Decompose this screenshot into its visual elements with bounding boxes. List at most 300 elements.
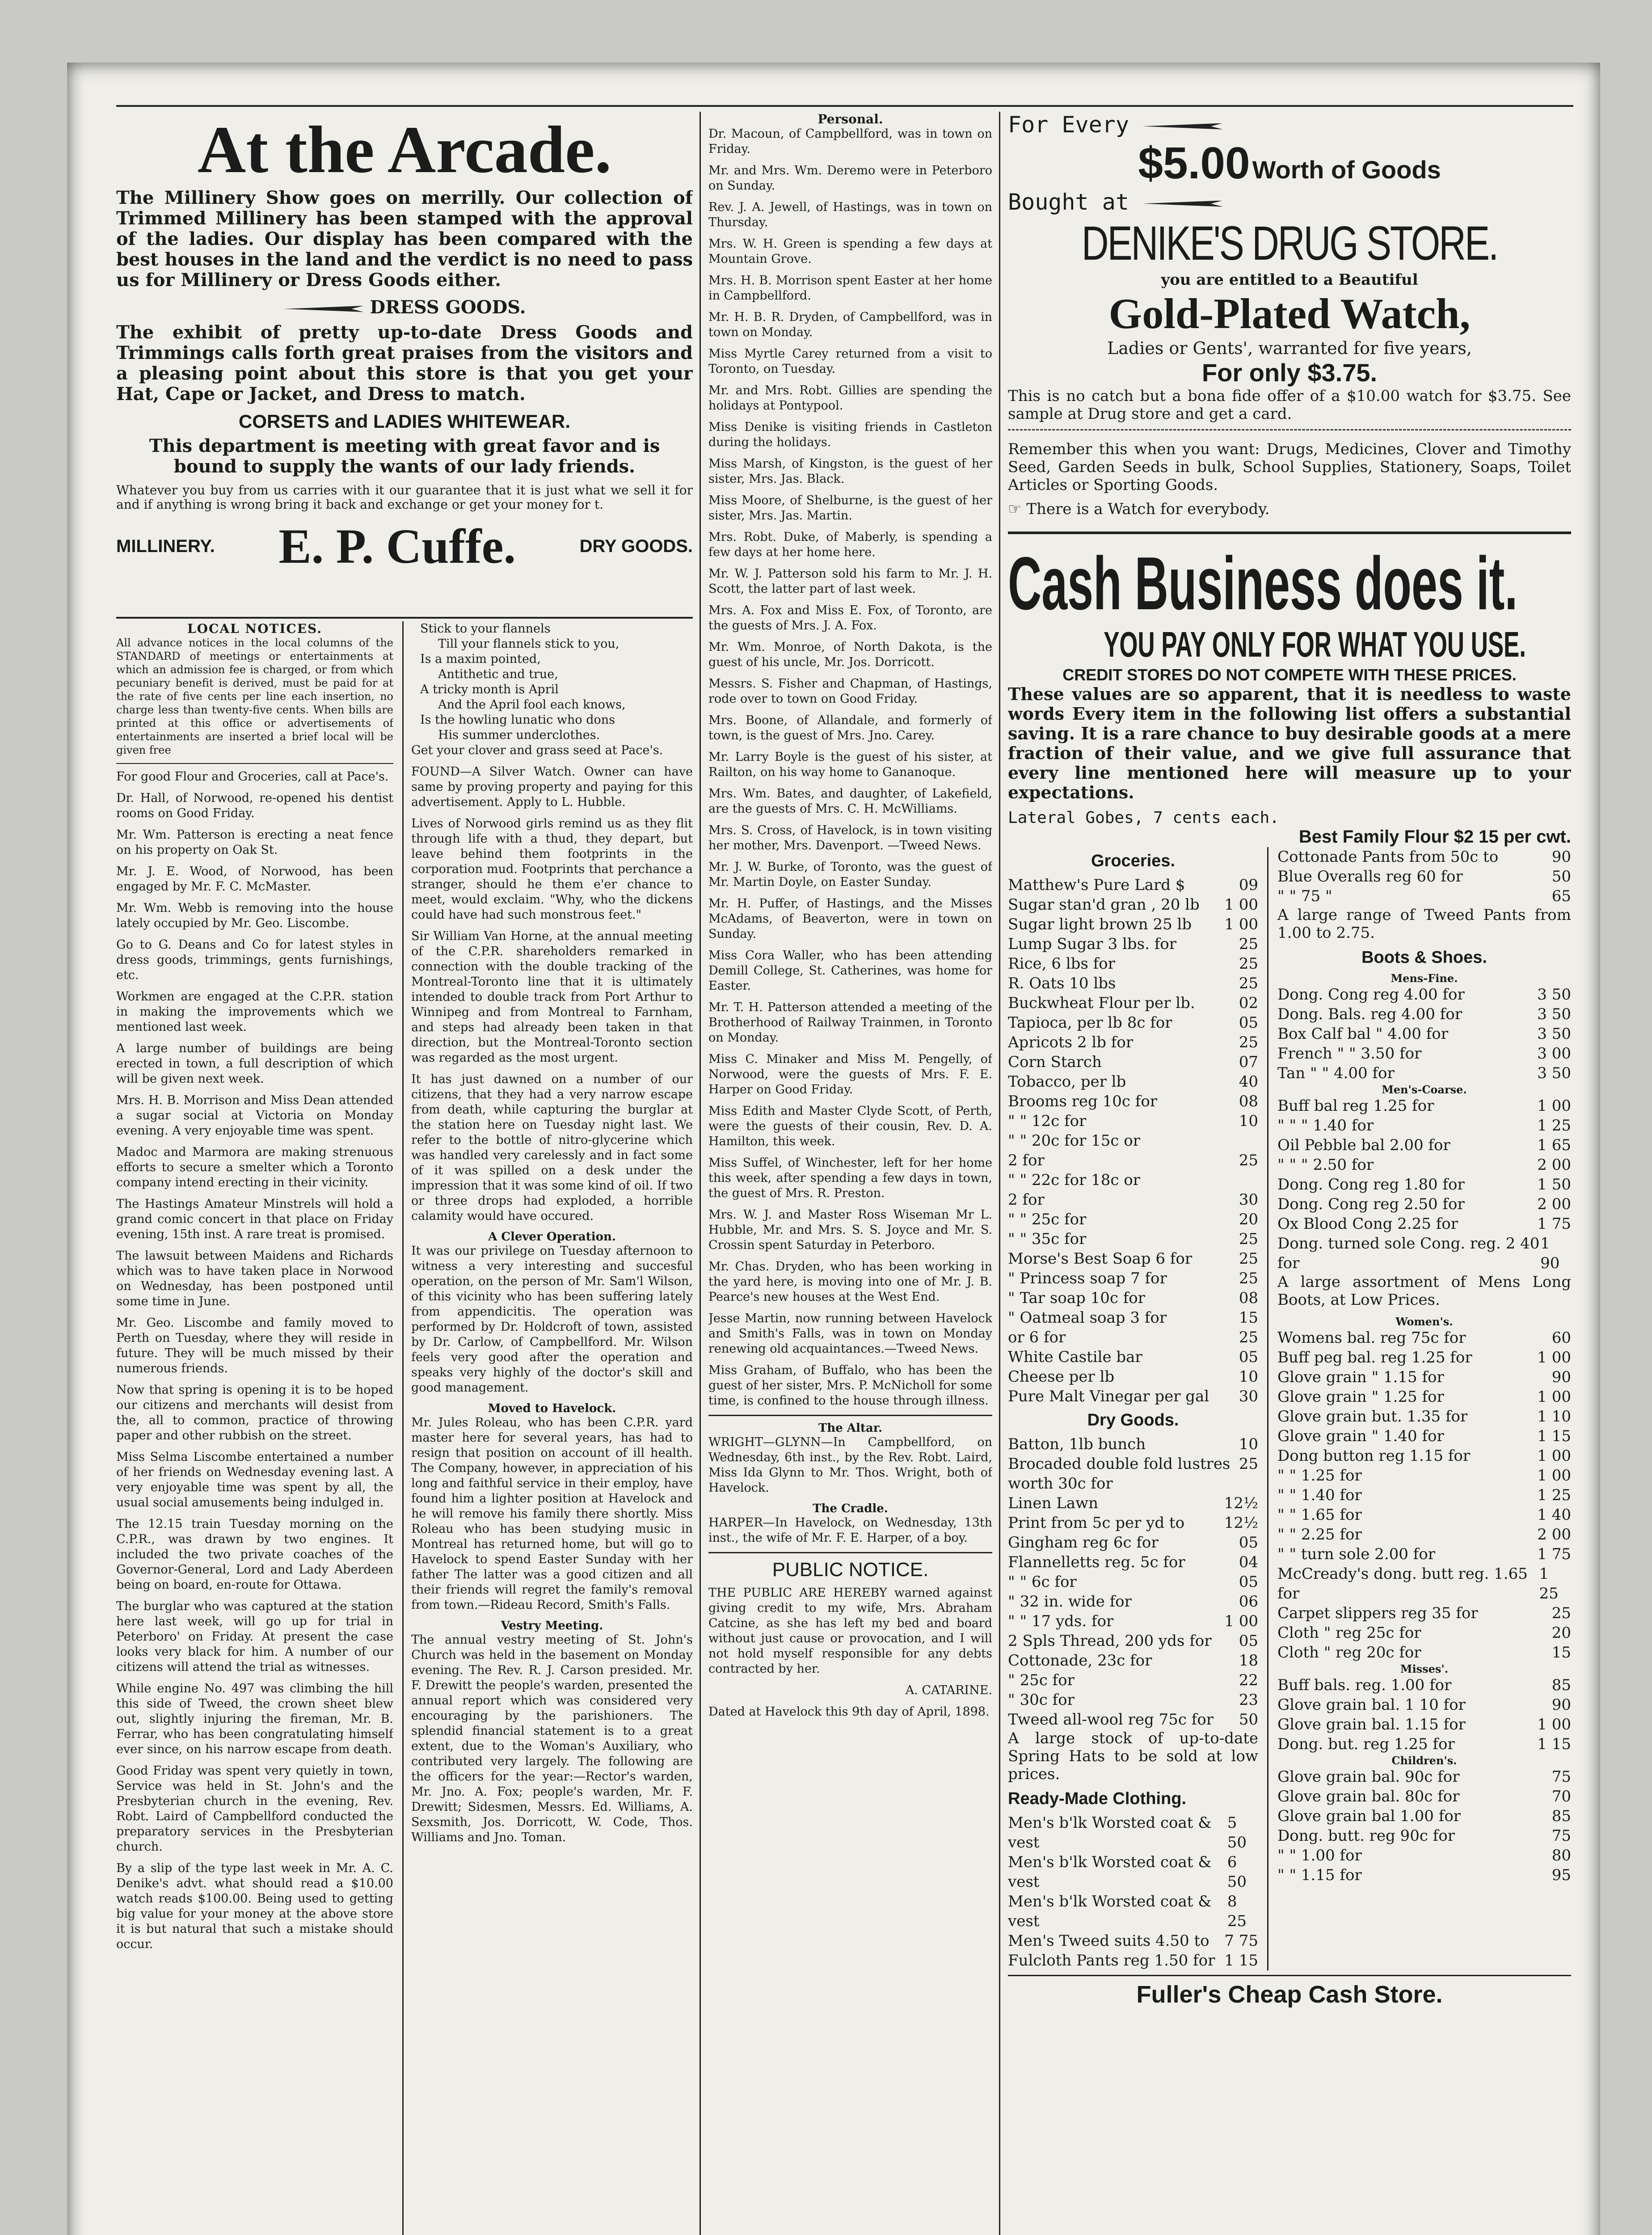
poem-line: A tricky month is April	[420, 683, 559, 696]
item-price: 1 00	[1537, 1447, 1571, 1465]
personal-item: Miss Moore, of Shelburne, is the guest of her sister, Mrs. Jas. Martin.	[708, 493, 992, 523]
item-price: 09	[1239, 876, 1258, 894]
price-row	[1277, 1367, 1571, 1387]
item-label: Dong. but. reg 1.25 for	[1277, 1735, 1455, 1753]
price-row	[1277, 1675, 1571, 1695]
price-row	[1008, 1690, 1258, 1710]
local-notices-head: LOCAL NOTICES.	[187, 621, 323, 636]
price-row	[1277, 1767, 1571, 1787]
price-row	[1277, 1846, 1571, 1865]
dress-goods-text: The exhibit of pretty up-to-date Dress Goods and Trimmings calls forth great praises from the visitors and a pleasing point about this store is that you get your Hat, Cape or Jacket, and Dress to match.	[116, 322, 693, 405]
dry-goods-head: Dry Goods.	[1087, 1411, 1179, 1430]
long-boots-note: A large assortment of Mens Long Boots, at Low Prices.	[1277, 1273, 1571, 1309]
item-label: Blue Overalls reg 60 for	[1277, 868, 1463, 886]
price-row	[1008, 974, 1258, 993]
item-price: 1 75	[1537, 1215, 1571, 1233]
item-price: 25	[1239, 1230, 1258, 1248]
news-item: It has just dawned on a number of our citizens, that they had a very narrow escape from death, while capturing the burglar at the station here on Tuesday night last. We refer to the bottle of nitro-glycerine which was handled very carelessly and in fact some of it was spilled on a desk under the impression that it was some kind of oil. If two or three drops had exploded, a horrible calamity would have occured.	[411, 1072, 693, 1223]
item-label: " Princess soap 7 for	[1008, 1269, 1167, 1287]
item-price: 04	[1239, 1553, 1258, 1571]
item-label: Rice, 6 lbs for	[1008, 955, 1115, 973]
item-label: Batton, 1lb bunch	[1008, 1435, 1146, 1453]
arcade-rule	[116, 617, 693, 619]
item-label: Box Calf bal " 4.00 for	[1277, 1025, 1448, 1043]
price-row	[1277, 1063, 1571, 1083]
ready-made-list	[1008, 1813, 1258, 1970]
item-label: Tobacco, per lb	[1008, 1073, 1126, 1091]
item-price: 1 00	[1537, 1388, 1571, 1406]
item-price: 1 00	[1224, 915, 1258, 933]
personal-item: Miss Denike is visiting friends in Castleton during the holidays.	[708, 420, 992, 449]
item-price: 02	[1239, 994, 1258, 1012]
item-price: 1 25	[1539, 1565, 1559, 1602]
local-notice: The Hastings Amateur Minstrels will hold a grand comic concert in that place on Friday evening, 15th inst. A rare treat is promised.	[116, 1197, 393, 1241]
price-row	[1008, 1033, 1258, 1052]
item-label: Ox Blood Cong 2.25 for	[1277, 1215, 1458, 1233]
local-notice: Mrs. H. B. Morrison and Miss Dean attended a sugar social at Victoria on Monday evening. A very enjoyable time was spent.	[116, 1093, 393, 1138]
item-price: 20	[1551, 1624, 1571, 1642]
local-notice: Go to G. Deans and Co for latest styles in dress goods, trimmings, gents furnishings, etc.	[116, 938, 393, 982]
personal-item: Mrs. Boone, of Allandale, and formerly of town, is the guest of Mrs. Jno. Carey.	[708, 713, 992, 742]
item-label: Print from 5c per yd to	[1008, 1514, 1185, 1532]
local-notices-list	[116, 769, 393, 1952]
item-price: 80	[1551, 1847, 1571, 1864]
corsets-head: CORSETS and LADIES WHITEWEAR.	[238, 411, 570, 432]
five-dollar-line: $5.00 Worth of Goods	[1138, 138, 1441, 188]
right-ads-column	[1008, 112, 1571, 2235]
arcade-ad	[116, 112, 693, 617]
item-price: 7 75	[1224, 1932, 1258, 1950]
item-label: Brocaded double fold lustres worth 30c for	[1008, 1455, 1231, 1493]
divider	[1008, 429, 1571, 434]
price-row	[1277, 1806, 1571, 1826]
item-label: Dong. butt. reg 90c for	[1277, 1827, 1455, 1845]
item-label: " " 1.65 for	[1277, 1506, 1362, 1524]
item-label: Men's Tweed suits 4.50 to	[1008, 1932, 1210, 1950]
poem-line: Till your flannels stick to you,	[438, 637, 620, 651]
local-notice: Good Friday was spent very quietly in town, Service was held in St. John's and the Presbyterian church in the evening, Rev. Robt. Laird of Campbellford conducted the preparatory services in the Presbyterian church.	[116, 1764, 393, 1854]
price-row	[1008, 1931, 1258, 1951]
column-rule	[1267, 847, 1268, 1970]
arrow-icon	[1142, 123, 1223, 130]
news-item: FOUND—A Silver Watch. Owner can have same by proving property and paying for this advertisement. Apply to L. Hubble.	[411, 765, 693, 809]
item-price: 2 00	[1537, 1195, 1571, 1213]
price-row	[1277, 1328, 1571, 1348]
price-row	[1277, 1024, 1571, 1044]
personal-item: Rev. J. A. Jewell, of Hastings, was in town on Thursday.	[708, 200, 992, 229]
item-label: Dong. turned sole Cong. reg. 2 40 for	[1277, 1235, 1540, 1272]
item-price: 06	[1239, 1593, 1258, 1611]
item-label: " " 1.00 for	[1277, 1847, 1362, 1864]
price-row	[1008, 1454, 1258, 1493]
item-label: Dong. Cong reg 2.50 for	[1277, 1195, 1465, 1213]
item-label: Glove grain bal. 90c for	[1277, 1768, 1460, 1786]
local-notice: Mr. Wm. Webb is removing into the house lately occupied by Mr. Geo. Liscombe.	[116, 901, 393, 930]
price-row	[1008, 1513, 1258, 1533]
price-row	[1277, 1826, 1571, 1846]
price-row	[1277, 1505, 1571, 1525]
price-row	[1277, 1734, 1571, 1754]
price-row	[1277, 1194, 1571, 1214]
item-label: Carpet slippers reg 35 for	[1277, 1604, 1478, 1622]
price-lists	[1008, 847, 1571, 1970]
item-price: 18	[1239, 1652, 1258, 1670]
price-row	[1277, 1004, 1571, 1024]
price-row	[1008, 1710, 1258, 1729]
price-row	[1008, 1249, 1258, 1269]
item-label: Glove grain but. 1.35 for	[1277, 1408, 1468, 1425]
price-row	[1277, 1544, 1571, 1564]
item-price: 25	[1239, 1455, 1258, 1473]
item-label: McCready's dong. butt reg. 1.65 for	[1277, 1565, 1528, 1602]
price-row	[1277, 1715, 1571, 1734]
news-item: Lives of Norwood girls remind us as they flit through life with a thud, they depart, but leave behind them footprints in the corporation mud. Footprints that perchance a stranger, should he them e'er chance to meet, would exclaim. "Why, who the dickens could have had such monstrous feet."	[411, 817, 693, 922]
personal-item: Mrs. Robt. Duke, of Maberly, is spending a few days at her home here.	[708, 530, 992, 559]
price-row	[1008, 1951, 1258, 1970]
item-price: 15	[1551, 1644, 1571, 1661]
mens-fine-head: Mens-Fine.	[1391, 972, 1458, 985]
personal-item: Mrs. A. Fox and Miss E. Fox, of Toronto, are the guests of Mrs. J. A. Fox.	[708, 603, 992, 633]
item-label: " Oatmeal soap 3 for	[1008, 1309, 1167, 1327]
column-rule	[402, 621, 404, 2235]
price-row	[1277, 867, 1571, 886]
local-notice: The lawsuit between Maidens and Richards which was to have taken place in Norwood on Wednesday, has been postponed until some time in June.	[116, 1249, 393, 1308]
item-price: 05	[1239, 1632, 1258, 1650]
womens-head: Women's.	[1395, 1315, 1453, 1328]
price-row	[1008, 1347, 1258, 1367]
item-label: Buff bals. reg. 1.00 for	[1277, 1676, 1452, 1694]
personal-item: Mrs. S. Cross, of Havelock, is in town visiting her mother, Mrs. Davenport. —Tweed News.	[708, 823, 992, 852]
personal-item: Miss Graham, of Buffalo, who has been the guest of her sister, Mrs. P. McNicholl for some time, is confined to the house through illness.	[708, 1363, 992, 1408]
price-row	[1277, 1623, 1571, 1643]
personal-item: Mr. H. B. R. Dryden, of Campbellford, was in town on Monday.	[708, 310, 992, 339]
personal-item: Mr. Chas. Dryden, who has been working in the yard here, is moving into one of Mr. J. B. Pearce's new houses at the West End.	[708, 1260, 992, 1304]
flour-line: Best Family Flour $2 15 per cwt.	[1298, 827, 1571, 847]
cottonade-list	[1277, 847, 1571, 906]
item-price: 1 00	[1224, 1612, 1258, 1630]
item-price: 05	[1239, 1573, 1258, 1591]
item-label: " " " 1.40 for	[1277, 1117, 1374, 1134]
price-row	[1008, 1533, 1258, 1552]
item-label: " " " 2.50 for	[1277, 1156, 1374, 1174]
item-label: R. Oats 10 lbs	[1008, 974, 1116, 992]
item-label: Brooms reg 10c for	[1008, 1092, 1158, 1110]
item-price: 25	[1239, 1033, 1258, 1051]
price-row	[1008, 954, 1258, 974]
item-label: White Castile bar	[1008, 1348, 1142, 1366]
item-price: 25	[1239, 1269, 1258, 1287]
price-row	[1008, 1813, 1258, 1852]
item-label: Glove grain " 1.25 for	[1277, 1388, 1444, 1406]
item-label: French " " 3.50 for	[1277, 1045, 1422, 1063]
item-price: 90	[1551, 848, 1571, 866]
personal-item: Jesse Martin, now running between Havelock and Smith's Falls, was in town on Monday renewing old acquaintances.—Tweed News.	[708, 1311, 992, 1356]
item-label: Flannelletts reg. 5c for	[1008, 1553, 1185, 1571]
public-notice-head: PUBLIC NOTICE.	[772, 1559, 929, 1581]
personal-head: Personal.	[818, 112, 883, 127]
item-label: Cottonade Pants from 50c to	[1277, 848, 1499, 866]
item-price: 07	[1239, 1053, 1258, 1071]
price-row	[1008, 1493, 1258, 1513]
arcade-title: At the Arcade.	[197, 113, 612, 187]
local-notice: Miss Selma Liscombe entertained a number of her friends on Wednesday evening last. A very enjoyable time was spent by all, the usual social amusements being indulged in.	[116, 1450, 393, 1510]
price-row	[1008, 934, 1258, 954]
personal-item: Mrs. W. H. Green is spending a few days at Mountain Grove.	[708, 237, 992, 266]
item-price: 12½	[1224, 1494, 1258, 1512]
denike-store-name: DENIKE'S DRUG STORE.	[1081, 216, 1498, 270]
item-price: 1 25	[1537, 1486, 1571, 1504]
vestry-text: The annual vestry meeting of St. John's Church was held in the basement on Monday evening. The Rev. R. J. Carson presided. Mr. F. Drewitt the people's warden, presented the annual report which was considered very encouraging by the parishioners. The splendid financial statement is to a great extent, due to the Woman's Auxiliary, who contributed very largely. The following are the officers for the year:—Rector's warden, Mr. Jno. A. Fox; people's warden, Mr. F. Drewitt; Sidesmen, Messrs. Ed. Williams, A. Sexsmith, Jos. Dorricott, W. Code, Thos. Williams and Jno. Toman.	[411, 1633, 693, 1844]
column-rule	[999, 112, 1000, 2235]
item-label: or 6 for	[1008, 1328, 1066, 1346]
public-notice-date: Dated at Havelock this 9th day of April, 1898.	[708, 1705, 990, 1719]
price-row	[1008, 1013, 1258, 1033]
item-label: " " turn sole 2.00 for	[1277, 1545, 1435, 1563]
news-item: Sir William Van Horne, at the annual meeting of the C.P.R. shareholders remarked in connection with the double tracking of the Montreal-Toronto line that it is ultimately intended to double track from Port Arthur to Winnipeg and from Montreal to Farnham, and steps had already been taken in that direction, but the Montreal-Toronto section was regarded as the most urgent.	[411, 929, 693, 1065]
item-price: 25	[1239, 1250, 1258, 1268]
item-price: 75	[1551, 1768, 1571, 1786]
personal-item: Miss Cora Waller, who has been attending Demill College, St. Catherines, was home for Easter.	[708, 949, 992, 993]
guarantee-text: Whatever you buy from us carries with it our guarantee that it is just what we sell it for and if anything is wrong bring it back and exchange or get your money for t.	[116, 483, 693, 512]
item-label: Buff bal reg 1.25 for	[1277, 1097, 1434, 1115]
item-price: 05	[1239, 1534, 1258, 1552]
dry-goods-label: DRY GOODS.	[579, 536, 693, 556]
item-label: Glove grain " 1.15 for	[1277, 1368, 1444, 1386]
item-label: " " 35c for	[1008, 1230, 1087, 1248]
item-label: " " 20c for 15c or	[1008, 1132, 1140, 1150]
item-price: 1 00	[1537, 1349, 1571, 1366]
dress-goods-head: DRESS GOODS.	[116, 297, 693, 318]
lateral-gobes: Lateral Gobes, 7 cents each.	[1008, 809, 1279, 827]
mens-coarse-list	[1277, 1096, 1571, 1273]
poem-line: Antithetic and true,	[438, 667, 558, 681]
price-row	[1277, 1348, 1571, 1367]
arrow-icon	[283, 306, 363, 312]
catch-text: This is no catch but a bona fide offer of a $10.00 watch for $3.75. See sample at Drug store and get a card.	[1008, 387, 1571, 423]
price-row	[1277, 886, 1571, 906]
item-price: 1 50	[1537, 1176, 1571, 1193]
personal-list	[708, 127, 992, 1408]
item-price: 3 50	[1537, 986, 1571, 1004]
item-label: Fulcloth Pants reg 1.50 for	[1008, 1952, 1215, 1969]
item-price: 12½	[1224, 1514, 1258, 1532]
groceries-head: Groceries.	[1091, 852, 1175, 870]
cash-sub: YOU PAY ONLY FOR WHAT YOU USE.	[1104, 624, 1526, 664]
item-label: Buff peg bal. reg 1.25 for	[1277, 1349, 1472, 1366]
item-price: 1 15	[1224, 1952, 1258, 1969]
price-row	[1277, 1564, 1571, 1603]
item-price: 1 25	[1537, 1117, 1571, 1134]
arrow-icon	[1142, 201, 1223, 207]
public-notice-signature: A. CATARINE.	[905, 1683, 992, 1697]
for-every: For Every	[1008, 112, 1571, 138]
item-label: " 32 in. wide for	[1008, 1593, 1132, 1611]
item-price: 25	[1239, 1328, 1258, 1346]
item-label: Cottonade, 23c for	[1008, 1652, 1152, 1670]
local-notice: A large number of buildings are being erected in town, a full description of which will be given next week.	[116, 1042, 393, 1086]
item-label: Glove grain bal. 80c for	[1277, 1788, 1460, 1805]
personal-column	[708, 112, 992, 2235]
watch-for-everybody: ☞ There is a Watch for everybody.	[1008, 500, 1270, 518]
item-label: Womens bal. reg 75c for	[1277, 1329, 1466, 1347]
item-price: 70	[1551, 1788, 1571, 1805]
price-row	[1008, 915, 1258, 934]
divider	[708, 1415, 992, 1416]
item-price: 1 40	[1537, 1506, 1571, 1524]
cash-text: These values are so apparent, that it is needless to waste words Every item in the following list offers a substantial saving. It is a rare chance to buy desirable goods at a mere fraction of their value, and we give full assurance that every line mentioned here will measure up to your expectations.	[1008, 684, 1571, 802]
personal-item: Dr. Macoun, of Campbellford, was in town on Friday.	[708, 127, 992, 156]
cuffe-brand: E. P. Cuffe.	[278, 519, 516, 574]
personal-item: Mrs. W. J. and Master Ross Wiseman Mr L. Hubble, Mr. and Mrs. S. S. Joyce and Mr. S. Crossin spent Saturday in Peterboro.	[708, 1208, 992, 1252]
price-row	[1277, 1387, 1571, 1407]
childrens-head: Children's.	[1391, 1754, 1457, 1767]
price-row	[1277, 1155, 1571, 1175]
price-row	[1008, 1387, 1258, 1406]
item-price: 1 65	[1537, 1136, 1571, 1154]
item-price: 1 10	[1537, 1408, 1571, 1425]
price-row	[1008, 1052, 1258, 1072]
item-price: 25	[1551, 1604, 1571, 1622]
divider	[1008, 1975, 1571, 1976]
mens-coarse-head: Men's-Coarse.	[1382, 1083, 1467, 1096]
item-price: 25	[1239, 955, 1258, 973]
altar-head: The Altar.	[818, 1421, 883, 1435]
price-line: For only $3.75.	[1201, 358, 1378, 387]
column-rule	[700, 112, 701, 2235]
item-label: Glove grain bal 1.00 for	[1277, 1807, 1461, 1825]
price-row	[1277, 1787, 1571, 1806]
item-price: 05	[1239, 1348, 1258, 1366]
personal-item: Miss Marsh, of Kingston, is the guest of her sister, Mrs. Jas. Black.	[708, 457, 992, 486]
ready-made-head: Ready-Made Clothing.	[1008, 1789, 1187, 1808]
item-label: " 25c for	[1008, 1671, 1075, 1689]
price-row	[1008, 1552, 1258, 1572]
item-label: Gingham reg 6c for	[1008, 1534, 1159, 1552]
public-notice-text: THE PUBLIC ARE HEREBY warned against giving credit to my wife, Mrs. Abraham Catcine, as she has left my bed and board without just cause or provocation, and I will not hold myself responsible for any debts contracted by her.	[708, 1586, 992, 1676]
item-price: 3 00	[1537, 1045, 1571, 1063]
item-label: Sugar light brown 25 lb	[1008, 915, 1192, 933]
item-price: 22	[1239, 1671, 1258, 1689]
cash-headline: Cash Business does it.	[1008, 541, 1518, 625]
item-label: Cheese per lb	[1008, 1368, 1115, 1386]
personal-item: Messrs. S. Fisher and Chapman, of Hastings, rode over to town on Good Friday.	[708, 677, 992, 706]
item-price: 10	[1239, 1112, 1258, 1130]
local-notice: The burglar who was captured at the station here last week, will go up for trial in Peterboro' on Friday. At present the case looks very black for him. A number of our citizens will attend the trial as witnesses.	[116, 1599, 393, 1674]
item-price: 1 15	[1537, 1427, 1571, 1445]
item-price: 30	[1239, 1387, 1258, 1405]
item-price: 25	[1239, 935, 1258, 953]
item-label: Linen Lawn	[1008, 1494, 1099, 1512]
millinery-label: MILLINERY.	[116, 536, 215, 556]
local-notice: Mr. Wm. Patterson is erecting a neat fence on his property on Oak St.	[116, 828, 393, 857]
misses-list	[1277, 1675, 1571, 1754]
personal-item: Mr. and Mrs. Wm. Deremo were in Peterboro on Sunday.	[708, 164, 992, 193]
cradle-text: HARPER—In Havelock, on Wednesday, 13th inst., the wife of Mr. F. E. Harper, of a boy.	[708, 1516, 992, 1545]
misses-head: Misses'.	[1400, 1662, 1449, 1675]
boots-head: Boots & Shoes.	[1361, 948, 1487, 967]
item-price: 1 90	[1540, 1235, 1560, 1272]
item-price: 1 00	[1224, 896, 1258, 914]
top-rule	[116, 105, 1573, 107]
item-price: 40	[1239, 1073, 1258, 1091]
price-row	[1277, 1407, 1571, 1426]
item-label: 2 for	[1008, 1191, 1045, 1209]
middle-column	[411, 621, 693, 2235]
personal-item: Mr. Wm. Monroe, of North Dakota, is the guest of his uncle, Mr. Jos. Dorricott.	[708, 640, 992, 669]
poem-line: Is the howling lunatic who dons	[420, 713, 615, 727]
personal-item: Mr. H. Puffer, of Hastings, and the Misses McAdams, of Beaverton, were in town on Sunday.	[708, 897, 992, 941]
item-label: Tan " " 4.00 for	[1277, 1064, 1395, 1082]
price-row	[1277, 1044, 1571, 1063]
local-notice: Workmen are engaged at the C.P.R. station in making the improvements which we mentioned last week.	[116, 990, 393, 1034]
price-row	[1008, 1434, 1258, 1454]
item-label: Cloth " reg 20c for	[1277, 1644, 1421, 1661]
item-label: Apricots 2 lb for	[1008, 1033, 1134, 1051]
clever-head: A Clever Operation.	[488, 1230, 616, 1244]
price-row	[1277, 847, 1571, 867]
item-price: 3 50	[1537, 1005, 1571, 1023]
price-row	[1277, 1603, 1571, 1623]
childrens-list	[1277, 1767, 1571, 1885]
newspaper-page	[67, 63, 1600, 2235]
item-label: Dong. Cong reg 4.00 for	[1277, 986, 1465, 1004]
item-label: " " 1.40 for	[1277, 1486, 1362, 1504]
price-row	[1008, 1229, 1258, 1249]
item-price: 50	[1551, 868, 1571, 886]
personal-item: Mrs. H. B. Morrison spent Easter at her home in Campbellford.	[708, 274, 992, 303]
personal-item: Miss Suffel, of Winchester, left for her home this week, after spending a few days in town, the guest of Mrs. R. Preston.	[708, 1156, 992, 1200]
local-notice: Madoc and Marmora are making strenuous efforts to secure a smelter which a Toronto company intend erecting in their vicinity.	[116, 1145, 393, 1189]
price-row	[1277, 1643, 1571, 1662]
price-row	[1277, 1446, 1571, 1466]
item-price: 6 50	[1227, 1853, 1247, 1891]
price-row	[1008, 1631, 1258, 1651]
gold-plated-watch: Gold-Plated Watch,	[1108, 290, 1471, 337]
price-row	[1008, 1092, 1258, 1111]
item-label: " " 25c for	[1008, 1210, 1087, 1228]
item-label: Oil Pebble bal 2.00 for	[1277, 1136, 1450, 1154]
price-row	[1008, 1210, 1258, 1229]
item-label: " " 2.25 for	[1277, 1526, 1362, 1543]
local-notice: Mr. Geo. Liscombe and family moved to Perth on Tuesday, where they will reside in future. They will be much missed by their numerous friends.	[116, 1316, 393, 1375]
item-label: Tapioca, per lb 8c for	[1008, 1014, 1172, 1032]
price-row	[1008, 1151, 1258, 1170]
corsets-text: This department is meeting with great favor and is bound to supply the wants of our lady friends.	[149, 435, 660, 477]
item-label: Matthew's Pure Lard $	[1008, 876, 1185, 894]
personal-item: Miss C. Minaker and Miss M. Pengelly, of Norwood, were the guests of Mrs. F. E. Harper on Good Friday.	[708, 1052, 992, 1096]
price-row	[1008, 1892, 1258, 1931]
groceries-list	[1008, 875, 1258, 1406]
entitled-line: you are entitled to a Beautiful	[1161, 271, 1418, 289]
item-price: 95	[1551, 1866, 1571, 1884]
price-row	[1277, 1695, 1571, 1715]
price-row	[1008, 1072, 1258, 1092]
price-row	[1277, 1426, 1571, 1446]
poem-line: Stick to your flannels	[420, 622, 551, 636]
item-label: Glove grain bal. 1 10 for	[1277, 1696, 1466, 1714]
item-label: " " 1.15 for	[1277, 1866, 1362, 1884]
item-label: " " 6c for	[1008, 1573, 1077, 1591]
item-label: Buckwheat Flour per lb.	[1008, 994, 1195, 1012]
price-row	[1008, 1611, 1258, 1631]
local-notice: By a slip of the type last week in Mr. A. C. Denike's advt. what should read a $10.00 watch reads $100.00. Being used to getting big value for your money at the above store it is but natural that such a mistake should occur.	[116, 1861, 393, 1951]
item-label: Dong. Bals. reg 4.00 for	[1277, 1005, 1462, 1023]
personal-item: Miss Edith and Master Clyde Scott, of Perth, were the guests of their cousin, Rev. D. A. Hamilton, this week.	[708, 1104, 992, 1148]
item-price: 10	[1239, 1435, 1258, 1453]
item-label: " " 17 yds. for	[1008, 1612, 1114, 1630]
price-row	[1008, 1572, 1258, 1592]
news-item: Get your clover and grass seed at Pace's.	[411, 743, 663, 757]
